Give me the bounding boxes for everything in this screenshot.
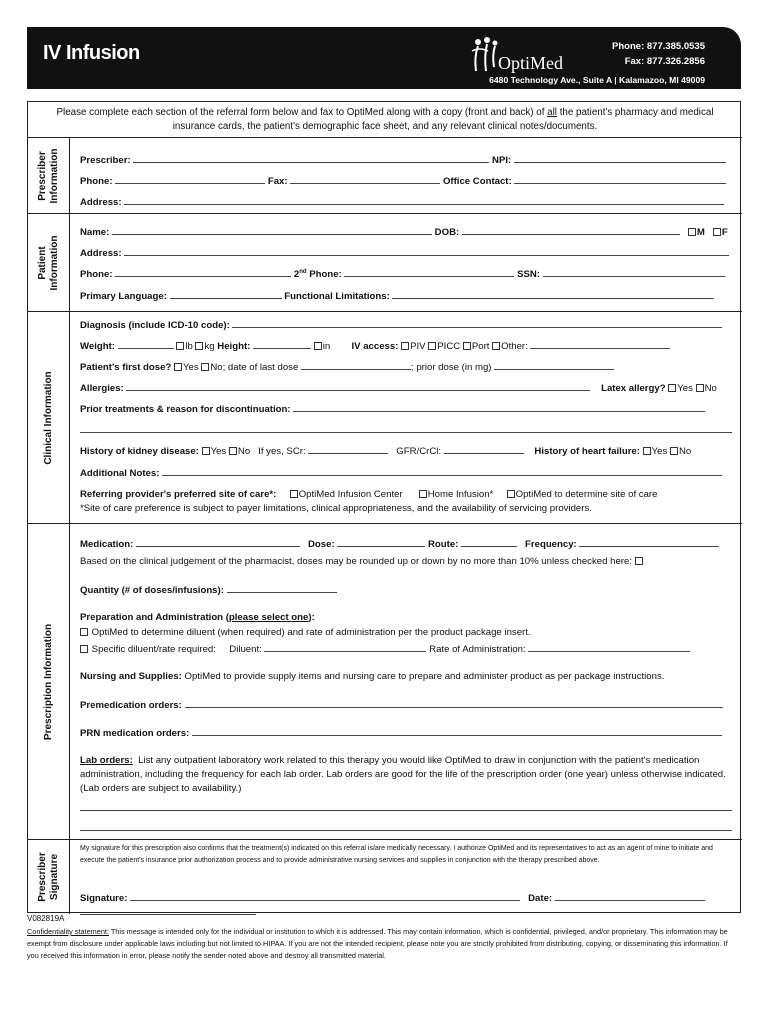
prior-treatments-row: [80, 403, 732, 415]
rate-field[interactable]: [528, 643, 690, 652]
second-phone-field[interactable]: [344, 268, 514, 277]
last-dose-label: No; date of last dose: [210, 362, 299, 373]
male-label: M: [696, 227, 705, 238]
heart-no-label: No: [678, 446, 692, 457]
nursing-row: [80, 671, 732, 682]
premed-row: [80, 699, 732, 711]
signature-statement: My signature for this prescription also confirms that the treatment(s) indicated on this referral is/are medically necessary. I authorize OptiMed and its representatives to act as an agent of mine to initiate and execute the patient's insurance prior authorization process and to provide administrative nursing services and supplies in conjunction with the therapy prescribed above.: [80, 845, 713, 864]
additional-notes-field[interactable]: [162, 467, 722, 476]
rounding-checkbox[interactable]: [635, 557, 643, 565]
height-label: Height:: [217, 341, 251, 352]
second-phone-sup: nd: [299, 268, 307, 275]
prescriber-side-line1: Prescriber: [37, 150, 48, 201]
footer-divider: [80, 914, 256, 915]
office-contact-field[interactable]: [514, 175, 726, 184]
limitations-field[interactable]: [392, 290, 714, 299]
prep-header-row: [80, 612, 732, 623]
kg-label: kg: [204, 341, 215, 352]
diagnosis-row: [80, 319, 732, 331]
first-dose-row: [80, 361, 732, 373]
language-label: Primary Language:: [80, 291, 167, 302]
prep-option1-row: [80, 627, 732, 638]
allergies-label: Allergies:: [80, 383, 124, 394]
heart-no-checkbox[interactable]: [670, 447, 678, 455]
prep-select-label: please select one: [228, 612, 309, 623]
site-label: Referring provider's preferred site of care*:: [80, 489, 277, 500]
latex-no-label: No: [704, 383, 717, 394]
prep-option1-label: OptiMed to determine diluent (when required) and rate of administration per the product package insert.: [91, 627, 531, 638]
language-field[interactable]: [170, 290, 282, 299]
lab-orders-line-1[interactable]: [80, 810, 732, 811]
patient-side-label: [37, 235, 61, 290]
prior-treatments-field[interactable]: [293, 403, 705, 412]
prescriber-side-line2: Information: [49, 148, 60, 203]
medication-field[interactable]: [136, 538, 300, 547]
fax-number: Fax: 877.326.2856: [624, 56, 705, 67]
prescriber-fax-label: Fax:: [267, 176, 288, 187]
site-optimed-determine-checkbox[interactable]: [507, 490, 515, 498]
lab-orders-line-2[interactable]: [80, 830, 732, 831]
port-checkbox[interactable]: [463, 342, 471, 350]
prescriber-address-label: Address:: [80, 197, 122, 208]
patient-side-line2: Information: [49, 235, 60, 290]
company-address: 6480 Technology Ave., Suite A | Kalamazoo, MI 49009: [489, 75, 705, 85]
allergies-row: [80, 382, 732, 394]
patient-section: [28, 213, 742, 311]
prescriber-phone-label: Phone:: [80, 176, 113, 187]
additional-notes-label: Additional Notes:: [80, 468, 160, 479]
intro-part2: the patient's pharmacy and medical insurance cards, the patient's demographic face sheet, and any relevant clinical notes/documents.: [172, 107, 714, 132]
header-bar: [27, 27, 741, 89]
kidney-yes-label: Yes: [210, 446, 227, 457]
patient-name-label: Name:: [80, 227, 110, 238]
heart-label: History of heart failure:: [534, 446, 640, 457]
kidney-yes-checkbox[interactable]: [202, 447, 210, 455]
picc-checkbox[interactable]: [428, 342, 436, 350]
prep-option2-checkbox[interactable]: [80, 645, 88, 653]
form-title: IV Infusion: [43, 42, 140, 64]
prescriber-section: [28, 137, 742, 213]
nursing-text: OptiMed to provide supply items and nursing care to prepare and administer product as per package instructions.: [184, 671, 665, 682]
intro-part1: Please complete each section of the referral form below and fax to OptiMed along with a copy (front and back) of: [56, 107, 548, 118]
heart-yes-checkbox[interactable]: [643, 447, 651, 455]
frequency-field[interactable]: [579, 538, 719, 547]
prep-close: ):: [308, 612, 315, 623]
signature-side-label: [37, 852, 61, 901]
site-optimed-determine-label: OptiMed to determine site of care: [515, 489, 658, 500]
second-phone-label: Phone:: [306, 269, 342, 280]
kidney-label: History of kidney disease:: [80, 446, 199, 457]
kidney-row: [80, 445, 732, 457]
clinical-side-label: Clinical Information: [43, 370, 54, 465]
prescription-side-label: Prescription Information: [43, 623, 54, 740]
patient-phone-row: [80, 268, 732, 280]
clinical-side: [28, 312, 70, 523]
prescriber-row: [80, 154, 732, 166]
prescriber-address-field[interactable]: [124, 196, 724, 205]
signature-field[interactable]: [130, 892, 520, 901]
lab-text: List any outpatient laboratory work related to this therapy you would like OptiMed to draw in conjunction with the patient's medication administration, including the frequency for each lab order. Lab orders are good for the life of the prescription order (one year) unless otherwise indicated. (Lab orders are subject to availability.): [80, 755, 726, 794]
scr-field[interactable]: [308, 445, 388, 454]
patient-name-field[interactable]: [112, 226, 432, 235]
kidney-no-checkbox[interactable]: [229, 447, 237, 455]
kg-checkbox[interactable]: [195, 342, 203, 350]
prep-option1-checkbox[interactable]: [80, 628, 88, 636]
latex-yes-checkbox[interactable]: [668, 384, 676, 392]
limitations-label: Functional Limitations:: [284, 291, 390, 302]
premed-label: Premedication orders:: [80, 700, 182, 711]
medication-row: [80, 538, 732, 550]
optimed-logo: [470, 37, 580, 77]
diagnosis-label: Diagnosis (include ICD-10 code):: [80, 320, 230, 331]
signature-section: [28, 839, 742, 914]
route-field[interactable]: [461, 538, 517, 547]
dose-field[interactable]: [337, 538, 425, 547]
medication-label: Medication:: [80, 539, 134, 550]
lab-label: Lab orders:: [80, 755, 133, 766]
prior-dose-label: ; prior dose (in mg): [410, 362, 492, 373]
additional-notes-row: [80, 467, 732, 479]
scr-label: If yes, SCr:: [258, 446, 306, 457]
in-label: in: [322, 341, 331, 352]
dob-field[interactable]: [462, 226, 680, 235]
quantity-row: [80, 584, 732, 596]
prescriber-phone-field[interactable]: [115, 175, 265, 184]
ssn-label: SSN:: [517, 269, 540, 280]
version-code: V082819A: [27, 914, 65, 923]
ssn-field[interactable]: [543, 268, 725, 277]
referral-form: [27, 101, 741, 913]
prep-option2-row: [80, 643, 732, 655]
signature-side: [28, 840, 70, 914]
patient-side-line1: Patient: [37, 245, 48, 280]
quantity-field[interactable]: [227, 584, 337, 593]
intro-text: [28, 106, 742, 134]
patient-address-field[interactable]: [124, 247, 729, 256]
site-home-infusion-label: Home Infusion*: [427, 489, 494, 500]
site-infusion-center-checkbox[interactable]: [290, 490, 298, 498]
prep-label: Preparation and Administration (: [80, 612, 229, 623]
latex-label: Latex allergy?: [601, 383, 666, 394]
confidentiality-label: Confidentiality statement:: [27, 927, 109, 936]
quantity-label: Quantity (# of doses/infusions):: [80, 585, 224, 596]
other-label: Other:: [501, 341, 528, 352]
dose-label: Dose:: [307, 539, 335, 550]
patient-address-row: [80, 247, 732, 259]
signature-row: [80, 892, 732, 904]
prior-treatments-extra-line[interactable]: [80, 432, 732, 433]
lb-label: lb: [185, 341, 193, 352]
other-field[interactable]: [530, 340, 670, 349]
weight-field[interactable]: [118, 340, 174, 349]
rate-label: Rate of Administration:: [429, 644, 526, 655]
npi-field[interactable]: [514, 154, 726, 163]
prescriber-side-label: [37, 148, 61, 203]
weight-label: Weight:: [80, 341, 115, 352]
npi-label: NPI:: [492, 155, 512, 166]
first-dose-yes-label: Yes: [182, 362, 199, 373]
frequency-label: Frequency:: [525, 539, 577, 550]
gfr-label: GFR/CrCl:: [396, 446, 442, 457]
site-home-infusion-checkbox[interactable]: [419, 490, 427, 498]
intro-underlined: all: [547, 107, 557, 118]
picc-label: PICC: [437, 341, 461, 352]
prescriber-field[interactable]: [133, 154, 489, 163]
port-label: Port: [471, 341, 490, 352]
diagnosis-field[interactable]: [232, 319, 722, 328]
in-checkbox[interactable]: [314, 342, 322, 350]
signature-label: Signature:: [80, 893, 128, 904]
allergies-field[interactable]: [126, 382, 590, 391]
weight-row: [80, 340, 732, 352]
prior-treatments-label: Prior treatments & reason for discontinuation:: [80, 404, 291, 415]
last-dose-field[interactable]: [301, 361, 411, 370]
first-dose-yes-checkbox[interactable]: [174, 363, 182, 371]
height-field[interactable]: [253, 340, 311, 349]
dob-label: DOB:: [434, 227, 460, 238]
prescriber-fax-field[interactable]: [290, 175, 440, 184]
prn-field[interactable]: [192, 727, 722, 736]
office-contact-label: Office Contact:: [442, 176, 512, 187]
patient-language-row: [80, 290, 732, 302]
second-phone-number: 2: [293, 269, 300, 280]
prn-row: [80, 727, 732, 739]
piv-label: PIV: [410, 341, 426, 352]
kidney-no-label: No: [237, 446, 251, 457]
nursing-label: Nursing and Supplies:: [80, 671, 182, 682]
diluent-field[interactable]: [264, 643, 426, 652]
male-checkbox[interactable]: [688, 228, 696, 236]
confidentiality-statement: [27, 926, 741, 962]
latex-no-checkbox[interactable]: [696, 384, 704, 392]
prep-option2-label: Specific diluent/rate required:: [91, 644, 216, 655]
prescriber-side: [28, 138, 70, 213]
date-field[interactable]: [555, 892, 705, 901]
clinical-section: [28, 311, 742, 523]
rounding-text: Based on the clinical judgement of the pharmacist, doses may be rounded up or down by no more than 10% unless checked here:: [80, 556, 632, 567]
date-label: Date:: [528, 893, 553, 904]
iv-access-label: IV access:: [351, 341, 399, 352]
route-label: Route:: [427, 539, 459, 550]
lab-orders-paragraph: [80, 754, 732, 796]
patient-address-label: Address:: [80, 248, 122, 259]
piv-checkbox[interactable]: [401, 342, 409, 350]
confidentiality-text: This message is intended only for the individual or institution to which it is addressed. This may contain information, which is confidential, privileged, and/or proprietary. This information may be exempt from disclosure under applicable laws including but not limited to HIPAA. If you are not the intended recipient, please note you are strictly prohibited from distributing, copying, or disseminating this information. If you received this information in error, please notify the sender noted above and destroy all transmitted material.: [27, 927, 728, 960]
other-checkbox[interactable]: [492, 342, 500, 350]
patient-name-row: [80, 226, 732, 238]
prescription-side: [28, 524, 70, 839]
heart-yes-label: Yes: [651, 446, 668, 457]
female-label: F: [721, 227, 728, 238]
gfr-field[interactable]: [444, 445, 524, 454]
site-infusion-center-label: OptiMed Infusion Center: [298, 489, 403, 500]
logo-text: OptiMed: [498, 53, 563, 73]
prescriber-address-row: [80, 196, 732, 208]
first-dose-no-checkbox[interactable]: [201, 363, 209, 371]
patient-side: [28, 214, 70, 311]
female-checkbox[interactable]: [713, 228, 721, 236]
first-dose-label: Patient's first dose?: [80, 362, 172, 373]
patient-phone-field[interactable]: [115, 268, 291, 277]
diluent-label: Diluent:: [229, 644, 262, 655]
contact-info: [612, 39, 705, 69]
patient-phone-label: Phone:: [80, 269, 113, 280]
site-of-care-row: [80, 489, 732, 500]
lb-checkbox[interactable]: [176, 342, 184, 350]
prn-label: PRN medication orders:: [80, 728, 190, 739]
prescriber-label: Prescriber:: [80, 155, 131, 166]
site-note: *Site of care preference is subject to payer limitations, clinical appropriateness, and the availability of servicing providers.: [80, 503, 592, 514]
latex-yes-label: Yes: [677, 383, 693, 394]
prescriber-phone-row: [80, 175, 732, 187]
rounding-row: [80, 556, 732, 567]
signature-side-line1: Prescriber: [37, 852, 48, 902]
prior-dose-field[interactable]: [494, 361, 614, 370]
prescription-section: [28, 523, 742, 839]
signature-side-line2: Signature: [49, 853, 60, 901]
phone-number: Phone: 877.385.0535: [612, 41, 705, 52]
premed-field[interactable]: [185, 699, 723, 708]
